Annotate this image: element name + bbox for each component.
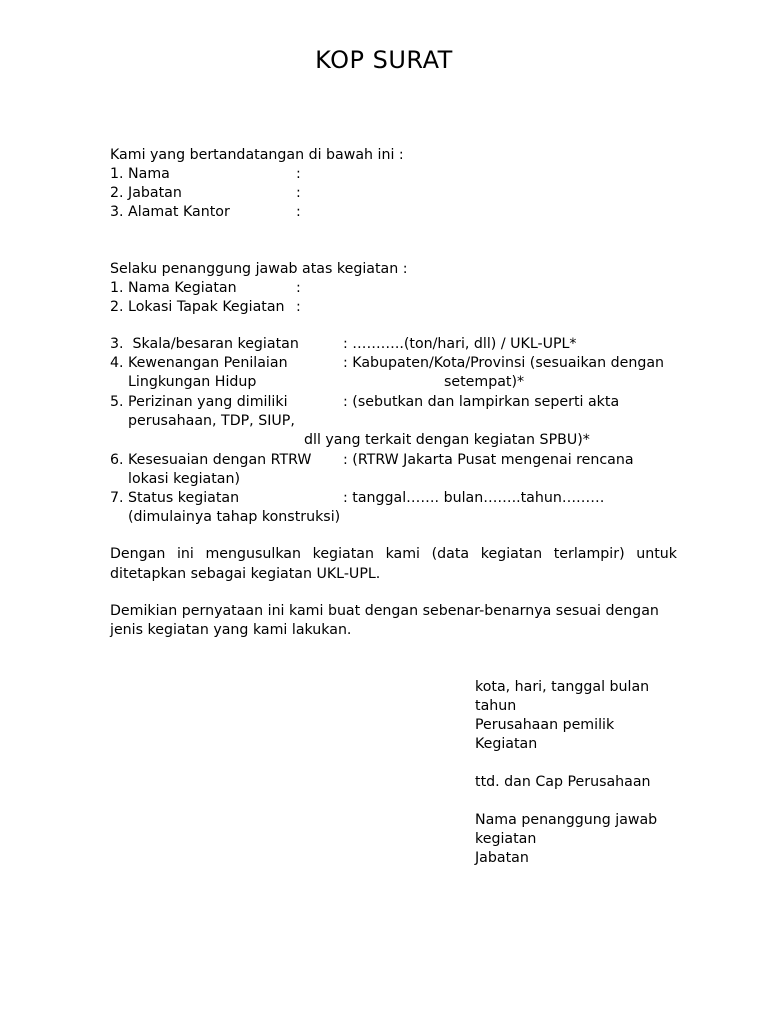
item-rtrw-label-cont: lokasi kegiatan) bbox=[128, 471, 240, 487]
intro-heading: Kami yang bertandatangan di bawah ini : bbox=[110, 147, 404, 163]
field-separator: : bbox=[296, 204, 301, 220]
signature-place-date: tahun bbox=[475, 698, 517, 714]
letter-title: KOP SURAT bbox=[315, 46, 453, 74]
item-perizinan-value-cont: dll yang terkait dengan kegiatan SPBU)* bbox=[304, 432, 590, 448]
field-label-jabatan: 2. Jabatan bbox=[110, 185, 182, 201]
item-rtrw-label: 6. Kesesuaian dengan RTRW bbox=[110, 452, 312, 468]
item-perizinan-label: 5. Perizinan yang dimiliki bbox=[110, 394, 288, 410]
signature-company: Perusahaan pemilik bbox=[475, 717, 615, 733]
item-kewenangan-value: : Kabupaten/Kota/Provinsi (sesuaikan dengan bbox=[343, 355, 665, 371]
field-separator: : bbox=[296, 299, 301, 315]
signature-company: Kegiatan bbox=[475, 736, 538, 752]
field-label-lokasi-tapak: 2. Lokasi Tapak Kegiatan bbox=[110, 299, 285, 315]
proposal-line: ditetapkan sebagai kegiatan UKL-UPL. bbox=[110, 565, 381, 582]
item-status-label-cont: (dimulainya tahap konstruksi) bbox=[128, 509, 341, 525]
item-kewenangan-label: 4. Kewenangan Penilaian bbox=[110, 355, 288, 371]
item-skala-value: : ………..(ton/hari, dll) / UKL-UPL* bbox=[343, 336, 577, 352]
item-skala-label: 3. Skala/besaran kegiatan bbox=[110, 336, 299, 352]
signature-place-date: kota, hari, tanggal bulan bbox=[475, 679, 650, 695]
item-perizinan-value: : (sebutkan dan lampirkan seperti akta bbox=[343, 394, 620, 410]
signature-stamp-line: ttd. dan Cap Perusahaan bbox=[475, 774, 651, 790]
proposal-paragraph bbox=[110, 545, 677, 584]
signature-name: Nama penanggung jawab bbox=[475, 812, 658, 828]
item-rtrw-value: : (RTRW Jakarta Pusat mengenai rencana bbox=[343, 452, 634, 468]
field-label-nama: 1. Nama bbox=[110, 166, 170, 182]
closing-line: jenis kegiatan yang kami lakukan. bbox=[110, 622, 352, 638]
field-separator: : bbox=[296, 166, 301, 182]
field-separator: : bbox=[296, 185, 301, 201]
item-kewenangan-value-cont: setempat)* bbox=[444, 374, 525, 390]
proposal-line: Dengan ini mengusulkan kegiatan kami (data kegiatan terlampir) untuk bbox=[110, 546, 677, 562]
closing-line: Demikian pernyataan ini kami buat dengan sebenar-benarnya sesuai dengan bbox=[110, 603, 659, 619]
signature-name: kegiatan bbox=[475, 831, 537, 847]
field-separator: : bbox=[296, 280, 301, 296]
activity-heading: Selaku penanggung jawab atas kegiatan : bbox=[110, 261, 408, 277]
field-label-alamat-kantor: 3. Alamat Kantor bbox=[110, 204, 230, 220]
signature-position: Jabatan bbox=[475, 850, 529, 866]
field-label-nama-kegiatan: 1. Nama Kegiatan bbox=[110, 280, 237, 296]
item-perizinan-label-cont: perusahaan, TDP, SIUP, bbox=[128, 413, 295, 429]
item-status-value: : tanggal……. bulan……..tahun……… bbox=[343, 490, 605, 506]
item-kewenangan-label-cont: Lingkungan Hidup bbox=[128, 374, 257, 390]
item-status-label: 7. Status kegiatan bbox=[110, 490, 240, 506]
